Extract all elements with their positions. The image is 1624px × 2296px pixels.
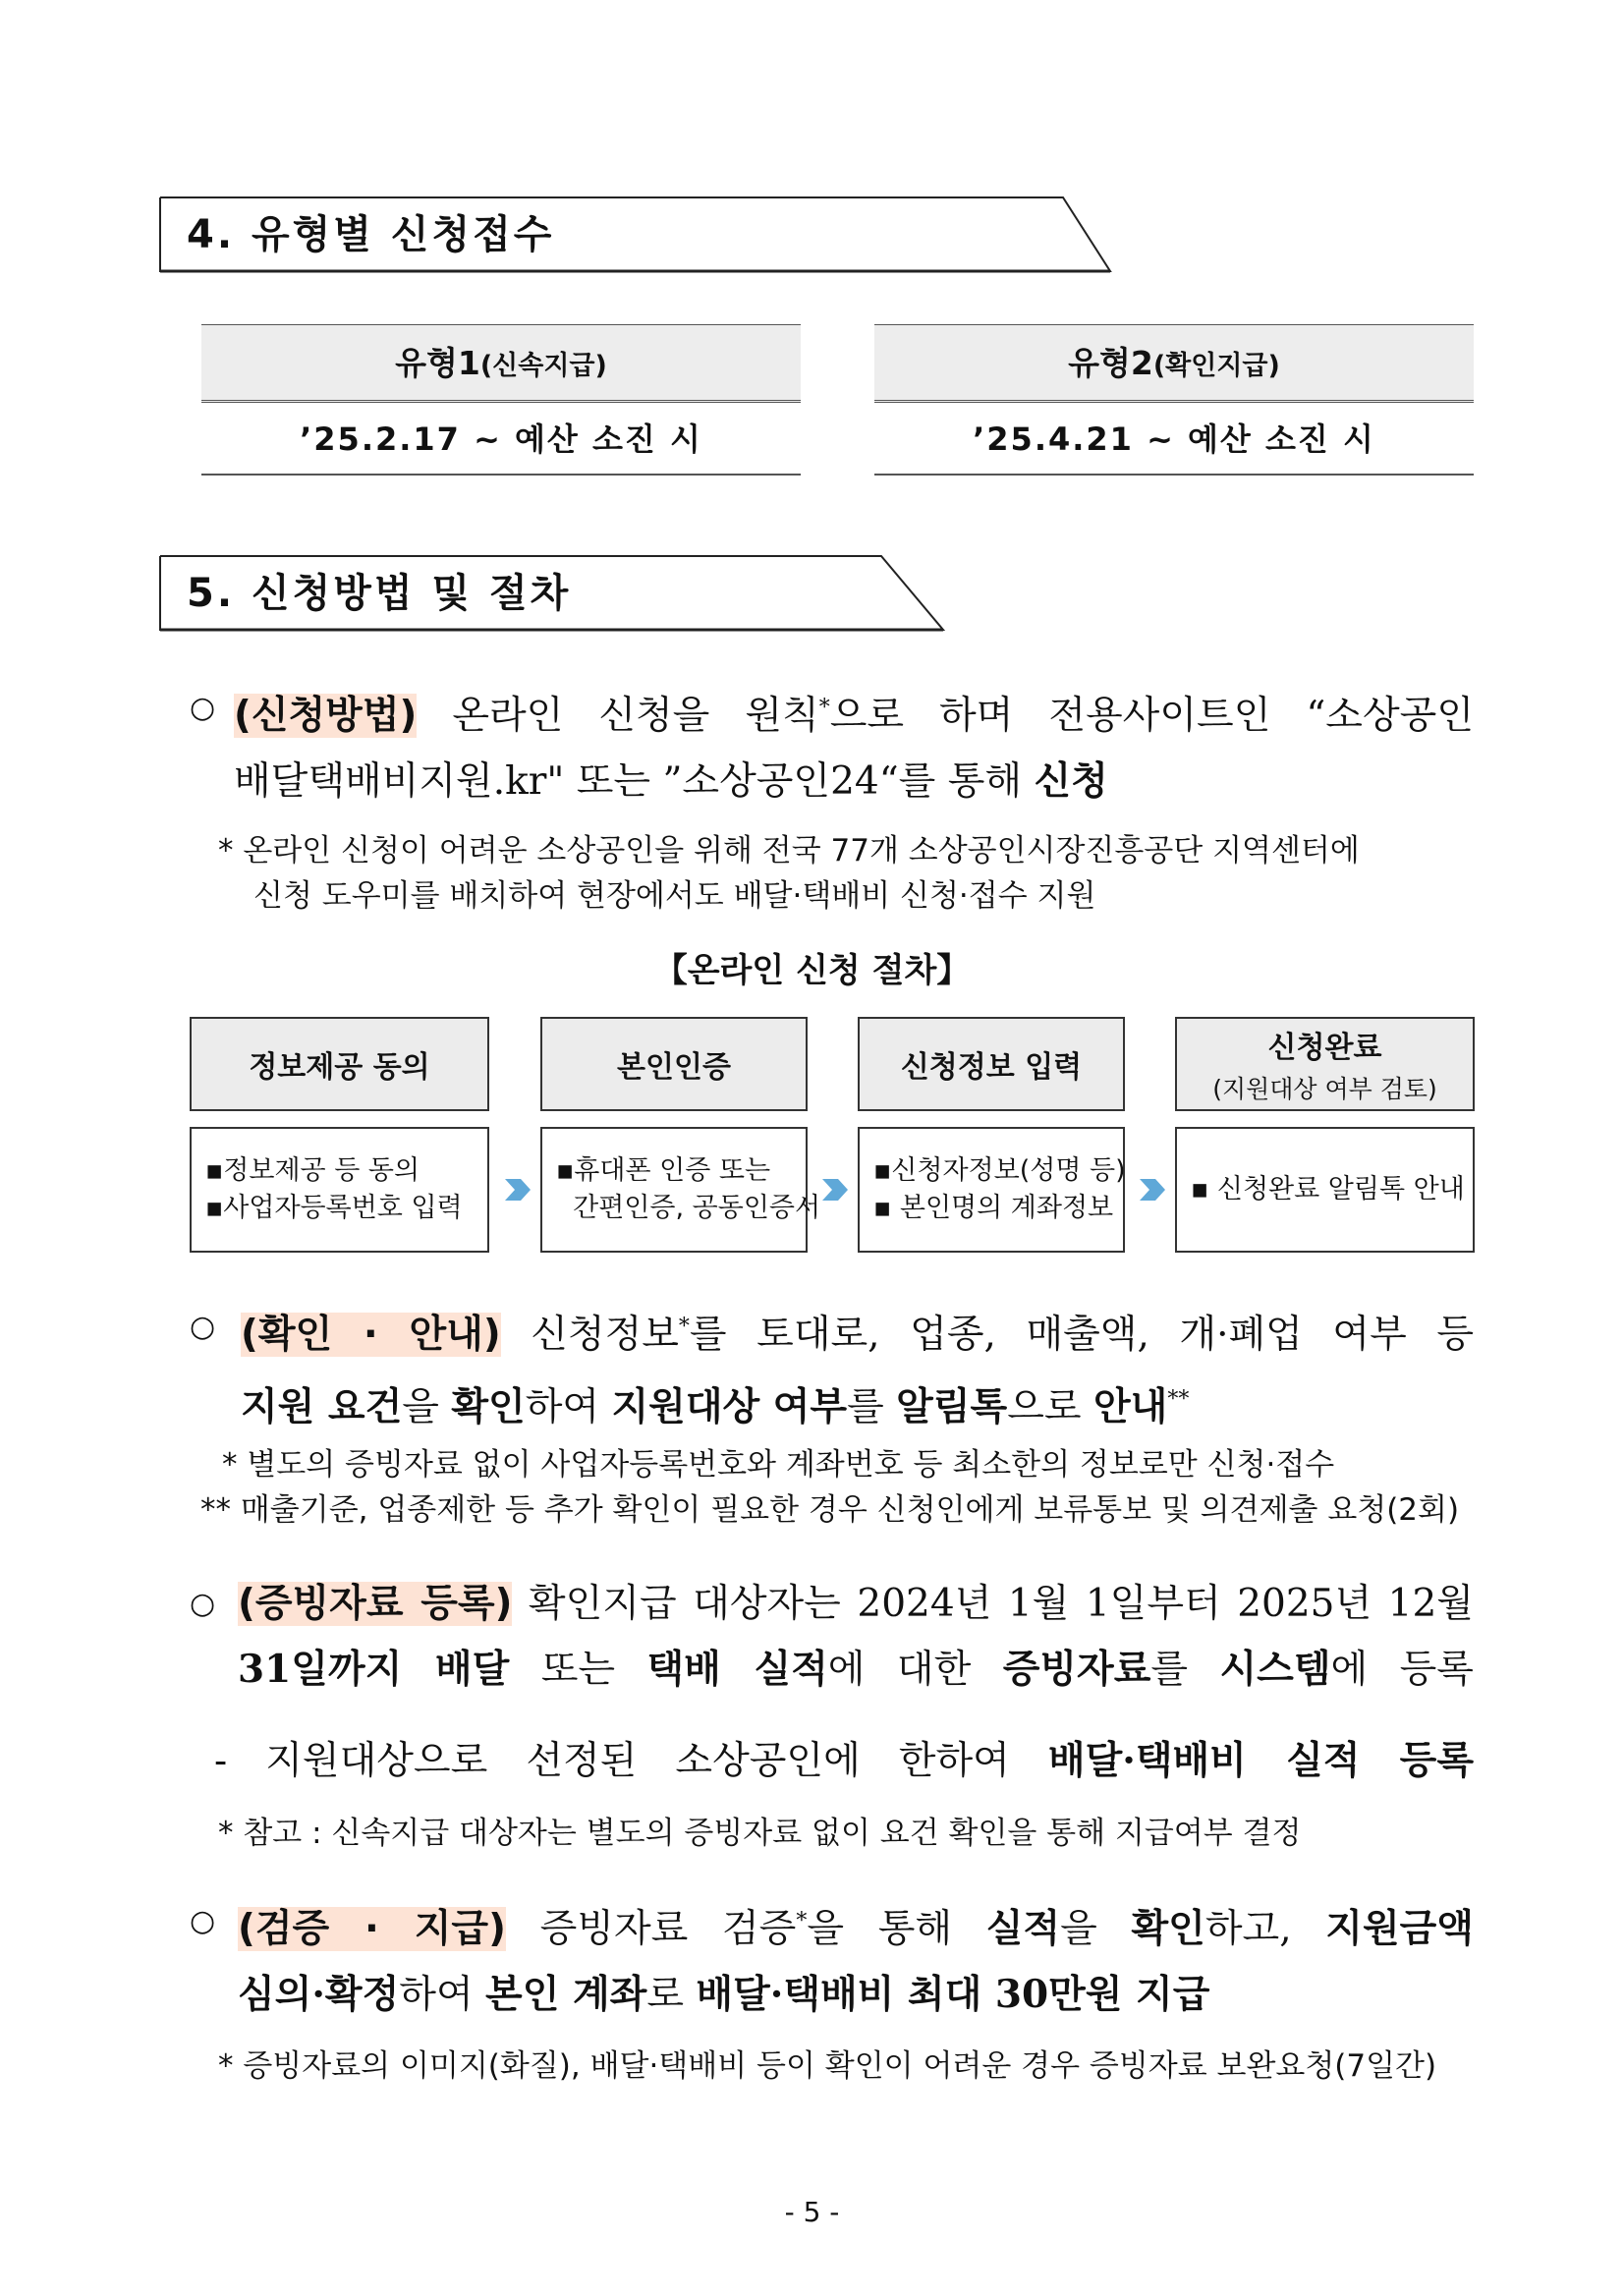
dash-text-bold: 배달·택배비 실적 등록 — [1047, 1738, 1474, 1783]
bullet-text: 을 — [1060, 1907, 1132, 1951]
bullet-text-bold: 배달·택배비 최대 30만원 지급 — [696, 1972, 1210, 2017]
note-help-desk — [218, 828, 1360, 919]
bullet-line — [241, 1295, 1474, 1368]
bullet-text: 또는 — [509, 1648, 647, 1692]
step-2-body — [540, 1127, 821, 1253]
bullet-text: 배달택배비지원.kr" 또는 ”소상공인24“를 통해 — [234, 759, 1035, 804]
section-5-title: 5. 신청방법 및 절차 — [187, 571, 572, 616]
bullet-text-bold: 확인 — [451, 1384, 526, 1429]
bullet-line — [238, 1889, 1474, 1962]
note-line: * 별도의 증빙자료 없이 사업자등록번호와 계좌번호 등 최소한의 정보로만 신청·접수 — [222, 1447, 1335, 1483]
bullet-text: 증빙자료 검증 — [505, 1907, 797, 1951]
bullet-label: (신청방법) — [234, 694, 418, 738]
step-1-head — [190, 1017, 489, 1111]
step-item: ▪정보제공 등 동의 — [205, 1155, 420, 1186]
page-number: - 5 - — [784, 2196, 840, 2228]
bullet-text: 하여 — [399, 1973, 486, 2017]
type-1-sub: (신속지급) — [479, 351, 607, 381]
bullet-application-method — [190, 676, 1474, 814]
step-item: ▪휴대폰 인증 또는 — [556, 1155, 771, 1186]
footnote-mark: * — [678, 1315, 690, 1339]
note-line: * 온라인 신청이 어려운 소상공인을 위해 전국 77개 소상공인시장진흥공단 지역센터에 — [218, 833, 1360, 868]
step-3-body — [858, 1127, 1125, 1253]
bullet-text-bold: 실적 — [985, 1906, 1061, 1951]
type-1-table — [201, 324, 801, 476]
bullet-line — [238, 1572, 1474, 1637]
footnote-mark: ** — [1167, 1387, 1190, 1412]
bullet-label: (확인 · 안내) — [241, 1313, 501, 1357]
flow-title: 【온라인 신청 절차】 — [653, 951, 971, 990]
bullet-line — [238, 1962, 1474, 2028]
bullet-text: 온라인 신청을 원칙 — [417, 694, 819, 738]
step-item: ▪ 본인명의 계좌정보 — [873, 1193, 1114, 1223]
footnote-mark: * — [818, 696, 830, 720]
note-supplement — [218, 2044, 1436, 2089]
section-4-header — [159, 196, 1112, 273]
type-1-header — [201, 324, 801, 403]
bullet-mark: ○ — [190, 1587, 216, 1621]
section-5-header — [159, 555, 945, 632]
step-4-body — [1175, 1127, 1475, 1253]
bullet-evidence-upload — [190, 1572, 1474, 1703]
bullet-text-bold: 시스템 — [1219, 1647, 1331, 1692]
step-1-body — [190, 1127, 489, 1253]
bullet-text: 으로 하며 전용사이트인 “소상공인 — [829, 694, 1474, 738]
bullet-text-bold: 택배 실적 — [646, 1647, 828, 1692]
arrow-right-icon — [503, 1175, 532, 1204]
bullet-verify-pay — [190, 1889, 1474, 2028]
bullet-text: 을 — [402, 1385, 452, 1429]
bullet-line — [234, 749, 1474, 814]
bullet-text: 신청정보 — [500, 1313, 679, 1357]
type-1-period: ’25.2.17 ~ 예산 소진 시 — [201, 403, 801, 476]
bullet-line — [234, 676, 1474, 749]
bullet-text-bold: 지원 요건 — [241, 1384, 403, 1429]
step-2-head — [540, 1017, 808, 1111]
step-4-head — [1175, 1017, 1475, 1111]
step-1-title: 정보제공 동의 — [249, 1050, 430, 1085]
bullet-text: 하고, — [1204, 1907, 1326, 1951]
bullet-text: 를 토대로, 업종, 매출액, 개·폐업 여부 등 — [689, 1313, 1474, 1357]
bullet-text: 에 대한 — [827, 1648, 1003, 1692]
dash-item-performance — [214, 1731, 1474, 1791]
bullet-text-bold: 알림톡 — [896, 1384, 1008, 1429]
note-reference — [218, 1811, 1301, 1856]
bullet-text-bold: 확인 — [1131, 1906, 1205, 1951]
bullet-label: (증빙자료 등록) — [238, 1582, 513, 1626]
bullet-text: 을 통해 — [807, 1907, 986, 1951]
note-line: ** 매출기준, 업종제한 등 추가 확인이 필요한 경우 신청인에게 보류통보 및 의견제출 요청(2회) — [200, 1492, 1460, 1528]
section-4-title: 4. 유형별 신청접수 — [187, 212, 555, 257]
arrow-right-icon — [1138, 1175, 1167, 1204]
bullet-text-bold: 본인 계좌 — [485, 1972, 647, 2017]
bullet-text: 로 — [646, 1973, 697, 2017]
bullet-text: 에 등록 — [1330, 1648, 1474, 1692]
step-item: ▪신청자정보(성명 등) — [873, 1155, 1126, 1186]
bullet-text-bold: 증빙자료 — [1002, 1647, 1151, 1692]
step-item: 간편인증, 공동인증서 — [556, 1193, 821, 1223]
note-line: * 참고 : 신속지급 대상자는 별도의 증빙자료 없이 요건 확인을 통해 지급여부 결정 — [218, 1816, 1302, 1851]
type-2-header — [874, 324, 1474, 403]
type-2-name: 유형2 — [1068, 344, 1153, 382]
bullet-text-bold: 31일까지 배달 — [238, 1647, 510, 1692]
step-3-head — [858, 1017, 1125, 1111]
type-1-name: 유형1 — [395, 344, 480, 382]
bullet-label: (검증 · 지급) — [238, 1907, 506, 1951]
step-4-title: 신청완료 — [1267, 1031, 1382, 1065]
bullet-text-bold: 지원대상 여부 — [611, 1384, 848, 1429]
bullet-line — [238, 1637, 1474, 1703]
note-confirm — [200, 1442, 1460, 1533]
bullet-text: 하여 — [525, 1385, 612, 1429]
bullet-text-bold: 안내 — [1092, 1384, 1168, 1429]
bullet-text: 를 — [1150, 1648, 1220, 1692]
bullet-mark: ○ — [190, 1310, 216, 1344]
dash-text: - 지원대상으로 선정된 소상공인에 한하여 — [214, 1739, 1048, 1783]
bullet-line — [241, 1368, 1474, 1440]
bullet-text: 으로 — [1007, 1385, 1093, 1429]
bullet-mark: ○ — [190, 691, 216, 725]
step-item: ▪사업자등록번호 입력 — [205, 1193, 463, 1223]
note-line: 신청 도우미를 배치하여 현장에서도 배달·택배비 신청·접수 지원 — [253, 878, 1096, 914]
bullet-text: 확인지급 대상자는 2024년 1월 1일부터 2025년 12월 — [512, 1582, 1474, 1626]
bullet-confirm-notice — [190, 1295, 1474, 1440]
footnote-mark: * — [796, 1909, 808, 1933]
bullet-text-bold: 심의·확정 — [238, 1972, 400, 2017]
type-2-period: ’25.4.21 ~ 예산 소진 시 — [874, 403, 1474, 476]
bullet-text: 를 — [847, 1385, 897, 1429]
bullet-text-bold: 지원금액 — [1325, 1906, 1474, 1951]
note-line: * 증빙자료의 이미지(화질), 배달·택배비 등이 확인이 어려운 경우 증빙자료 보완요청(7일간) — [218, 2048, 1437, 2084]
type-2-table — [874, 324, 1474, 476]
step-4-subtitle: (지원대상 여부 검토) — [1212, 1075, 1437, 1103]
type-2-sub: (확인지급) — [1152, 351, 1280, 381]
step-2-title: 본인인증 — [617, 1050, 731, 1085]
step-3-title: 신청정보 입력 — [900, 1050, 1083, 1085]
bullet-mark: ○ — [190, 1904, 216, 1938]
step-item: ▪ 신청완료 알림톡 안내 — [1191, 1174, 1465, 1204]
arrow-right-icon — [820, 1175, 850, 1204]
bullet-text-bold: 신청 — [1034, 758, 1108, 804]
